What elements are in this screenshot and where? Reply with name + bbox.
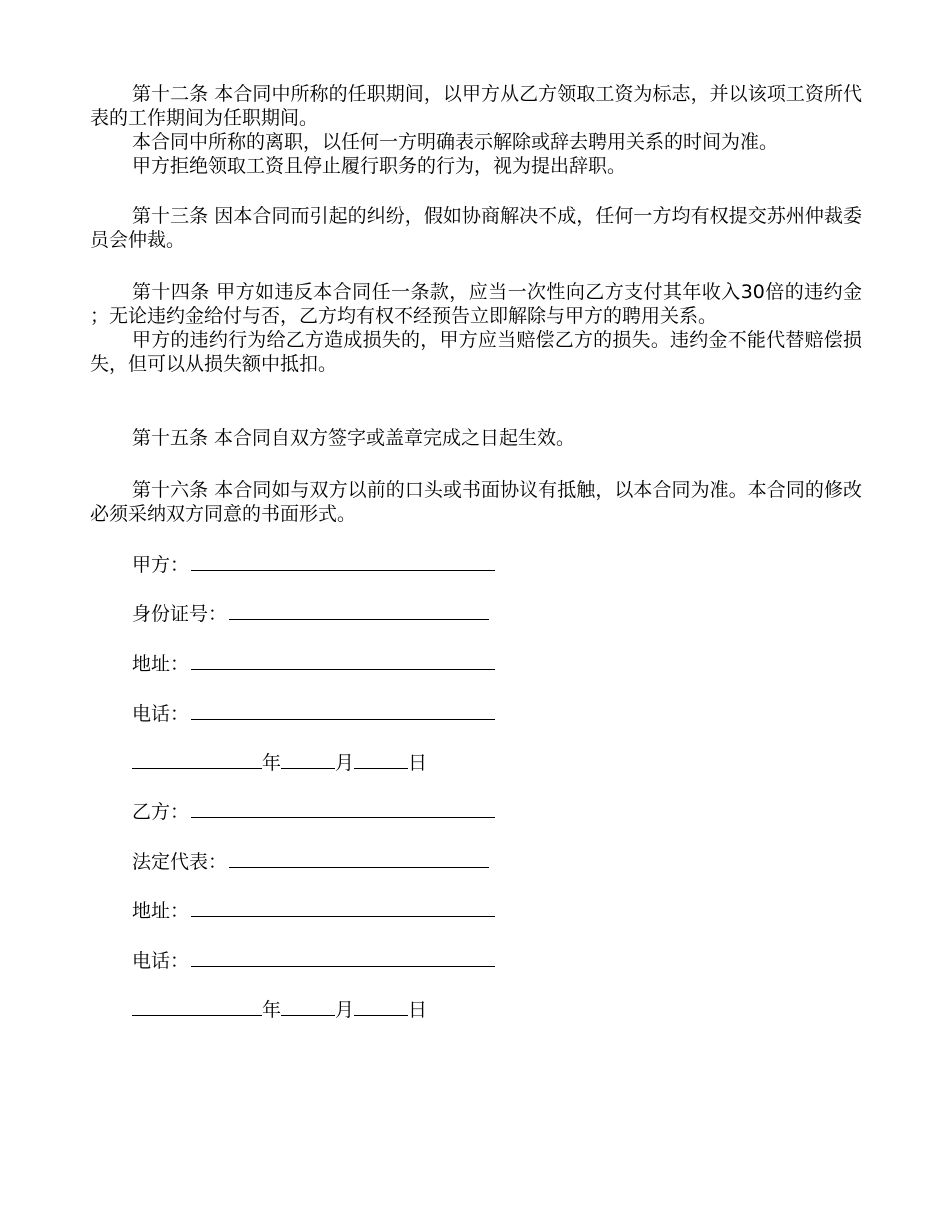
article-14-paragraph-2: 甲方的违约行为给乙方造成损失的，甲方应当赔偿乙方的损失。违约金不能代替赔偿损失，但可以从损失额中抵扣。 <box>90 329 862 375</box>
article-13-paragraph-1: 第十三条 因本合同而引起的纠纷，假如协商解决不成，任何一方均有权提交苏州仲裁委员会仲裁。 <box>90 205 862 251</box>
party-b-year-label: 年 <box>262 999 282 1021</box>
article-15 <box>90 426 862 450</box>
party-a-year-label: 年 <box>262 752 282 774</box>
party-a-phone-label: 电话： <box>132 703 190 725</box>
party-a-row <box>132 552 495 578</box>
party-a-year-blank[interactable] <box>132 750 262 769</box>
article-15-paragraph-1: 第十五条 本合同自双方签字或盖章完成之日起生效。 <box>132 427 576 449</box>
party-b-day-label: 日 <box>408 999 428 1021</box>
party-a-phone-row <box>132 701 495 727</box>
article-12-paragraph-3: 甲方拒绝领取工资且停止履行职务的行为，视为提出辞职。 <box>132 155 627 177</box>
article-14 <box>90 280 862 376</box>
party-b-phone-line[interactable] <box>191 948 495 967</box>
party-b-address-line[interactable] <box>191 898 495 917</box>
article-12-paragraph-2: 本合同中所称的离职，以任何一方明确表示解除或辞去聘用关系的时间为准。 <box>132 131 779 153</box>
article-16 <box>90 478 862 526</box>
party-a-phone-line[interactable] <box>191 701 495 720</box>
party-a-address-label: 地址： <box>132 653 190 675</box>
party-a-label: 甲方： <box>132 554 190 576</box>
party-a-month-label: 月 <box>335 752 355 774</box>
article-12-paragraph-1: 第十二条 本合同中所称的任职期间，以甲方从乙方领取工资为标志，并以该项工资所代表的工作期间为任职期间。 <box>90 83 862 129</box>
party-b-month-label: 月 <box>335 999 355 1021</box>
article-13 <box>90 204 862 252</box>
party-b-rep-label: 法定代表： <box>132 851 228 873</box>
article-12 <box>90 82 862 178</box>
party-b-address-label: 地址： <box>132 900 190 922</box>
party-a-id-line[interactable] <box>229 601 489 620</box>
party-a-day-label: 日 <box>408 752 428 774</box>
party-b-date-row <box>132 997 427 1022</box>
party-a-day-blank[interactable] <box>354 750 408 769</box>
article-16-paragraph-1: 第十六条 本合同如与双方以前的口头或书面协议有抵触，以本合同为准。本合同的修改必须采纳双方同意的书面形式。 <box>90 479 862 525</box>
party-a-id-row <box>132 601 489 627</box>
party-a-month-blank[interactable] <box>281 750 335 769</box>
party-b-signature-line[interactable] <box>191 799 495 818</box>
party-a-address-row <box>132 651 495 677</box>
article-14-paragraph-1: 第十四条 甲方如违反本合同任一条款，应当一次性向乙方支付其年收入30倍的违约金 ；无论违约金给付与否，乙方均有权不经预告立即解除与甲方的聘用关系。 <box>90 281 862 327</box>
party-b-label: 乙方： <box>132 801 190 823</box>
party-b-phone-label: 电话： <box>132 950 190 972</box>
party-b-rep-row <box>132 849 489 875</box>
party-a-id-label: 身份证号： <box>132 603 228 625</box>
party-b-phone-row <box>132 948 495 974</box>
party-b-row <box>132 799 495 825</box>
party-a-signature-line[interactable] <box>191 552 495 571</box>
party-b-year-blank[interactable] <box>132 997 262 1016</box>
party-b-month-blank[interactable] <box>281 997 335 1016</box>
party-a-address-line[interactable] <box>191 651 495 670</box>
party-b-address-row <box>132 898 495 924</box>
party-b-rep-line[interactable] <box>229 849 489 868</box>
party-b-day-blank[interactable] <box>354 997 408 1016</box>
party-a-date-row <box>132 750 427 775</box>
